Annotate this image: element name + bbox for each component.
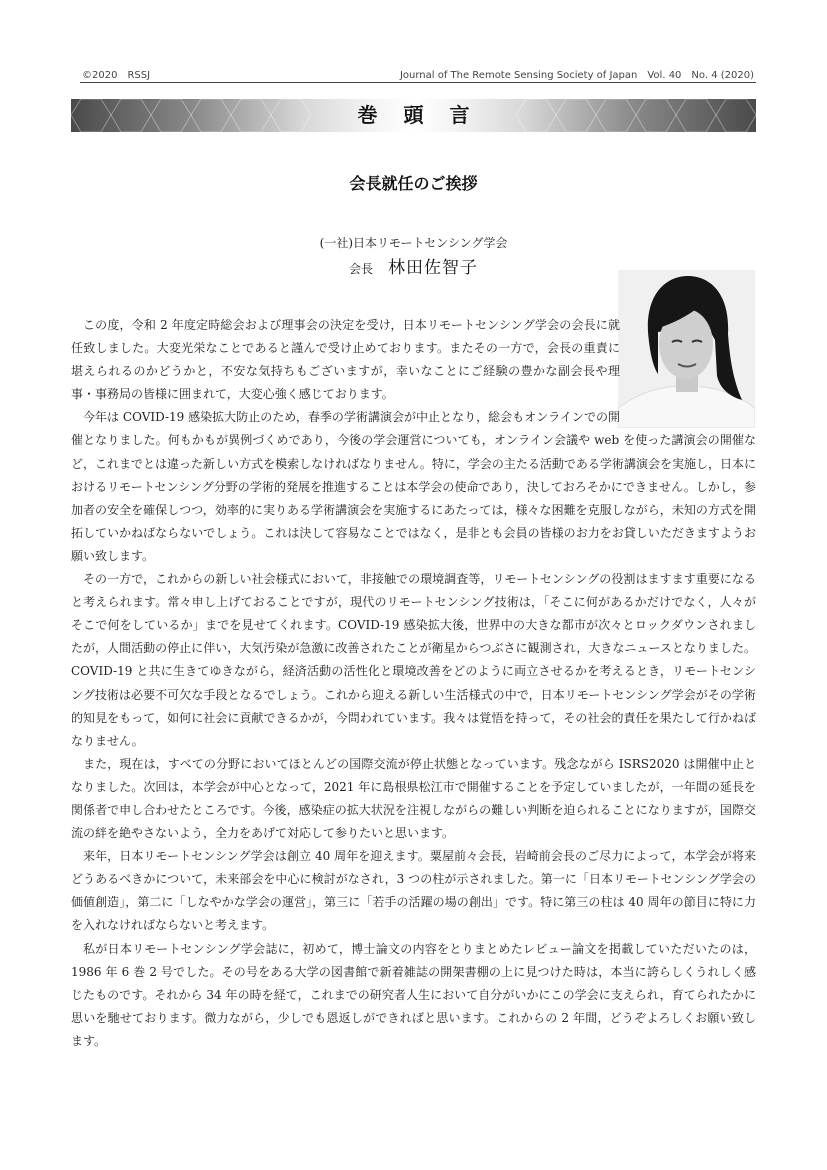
photo-text-wrap-spacer: [620, 314, 756, 429]
copyright-notice: ©2020 RSSJ: [82, 70, 151, 81]
body-paragraph: 来年，日本リモートセンシング学会は創立 40 周年を迎えます。粟屋前々会長，岩崎前会長のご尽力によって，本学会が将来どうあるべきかについて，未来部会を中心に検討がなされ，3 つの柱が示されました。第一に「日本リモートセンシング学会の価値創造」，第二に「しなやかな学会の運営」，第三に「若手の活躍の場の創出」です。特に第三の柱は 40 周年の節目に特に力を入れなければならないと考えます。: [71, 849, 756, 933]
journal-citation: Journal of The Remote Sensing Society of Japan Vol. 40 No. 4 (2020): [399, 70, 754, 81]
article-title: 会長就任のご挨拶: [349, 174, 478, 193]
author-name: 林田佐智子: [388, 258, 479, 278]
banner-title: 巻頭言: [357, 103, 496, 127]
author-affiliation: (一社)日本リモートセンシング学会: [319, 236, 508, 250]
body-paragraph: また，現在は，すべての分野においてほとんどの国際交流が停止状態となっています。残念ながら ISRS2020 は開催中止となりました。次回は，本学会が中心となって，2021 年に島根県松江市で開催することを予定していましたが，一年間の延長を関係者で申し合わせたところです。今後，感染症の拡大状況を注視しながらの難しい判断を迫られることになりますが，国際交流の絆を絶やさないよう，全力をあげて対応して参りたいと思います。: [71, 756, 756, 841]
header-rule: [80, 82, 756, 83]
running-header: [80, 62, 756, 82]
body-paragraph: 今年は COVID-19 感染拡大防止のため，春季の学術講演会が中止となり，総会もオンラインでの開催となりました。何もかもが異例づくめであり，今後の学会運営についても，オンライン会議や web を使った講演会の開催など，これまでとは違った新しい方式を模索しなければなりません。特に，学会の主たる活動である学術講演会を実施し，日本におけるリモートセンシング分野の学術的発展を推進することは本学会の使命であり，決しておろそかにできません。しかし，参加者の安全を確保しつつ，効率的に実りある学術講演会を実施するにあたっては，様々な困難を克服しながら，未知の方式を開拓していかねばならないでしょう。これは決して容易なことではなく，是非とも会員の皆様のお力をお貸しいただきますようお願い致します。: [71, 410, 756, 563]
body-paragraph: その一方で，これからの新しい社会様式において，非接触での環境調査等，リモートセンシングの役割はますます重要になると考えられます。常々申し上げておることですが，現代のリモートセンシング技術は，「そこに何があるかだけでなく，人々がそこで何をしているか」までを見せてくれます。COVID-19 感染拡大後，世界中の大きな都市が次々とロックダウンされましたが，人間活動の停止に伴い，大気汚染が急激に改善されたことが衛星からつぶさに観測され，大きなニュースとなりました。COVID-19 と共に生きてゆきながら，経済活動の活性化と環境改善をどのように両立させるかを考えるとき，リモートセンシング技術は必要不可欠な手段となるでしょう。これから迎える新しい生活様式の中で，日本リモートセンシング学会がその学術的知見をもって，如何に社会に貢献できるかが，今問われています。我々は覚悟を持って，その社会的責任を果たして行かねばなりません。: [71, 572, 756, 748]
article-body: [71, 314, 756, 1053]
body-paragraph: 私が日本リモートセンシング学会誌に，初めて，博士論文の内容をとりまとめたレビュー論文を掲載していただいたのは，1986 年 6 巻 2 号でした。その号をある大学の図書館で新着雑誌の開架書棚の上に見つけた時は，本当に誇らしくうれしく感じたものです。それから 34 年の時を経て，これまでの研究者人生において自分がいかにこの学会に支えられ，育てられたかに思いを馳せております。微力ながら，少しでも恩返しができればと思います。これからの 2 年間，どうぞよろしくお願い致します。: [71, 941, 756, 1048]
body-paragraph: この度，令和 2 年度定時総会および理事会の決定を受け，日本リモートセンシング学会の会長に就任致しました。大変光栄なことであると謹んで受け止めております。またその一方で，会長の重責に堪えられるのかどうかと，不安な気持ちもございますが，幸いなことにご経験の豊かな副会長や理事・事務局の皆様に囲まれて，大変心強く感じております。: [71, 318, 620, 402]
section-banner: [71, 99, 756, 132]
author-role: 会長: [348, 262, 373, 276]
